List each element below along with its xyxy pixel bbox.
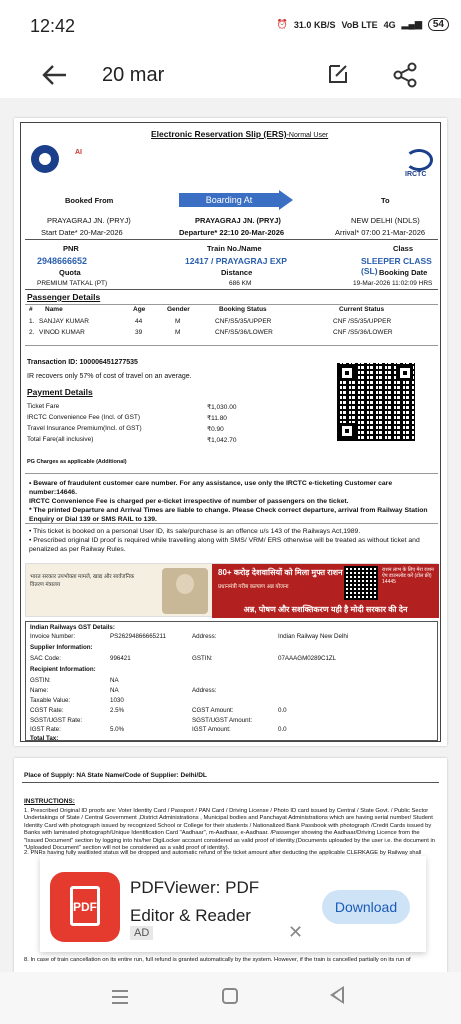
payment-label: Total Fare(all inclusive) [27, 436, 94, 443]
arrival: Arrival* 07:00 21-Mar-2026 [335, 228, 426, 237]
passenger-current-status: CNF /S5/35/UPPER [333, 318, 392, 325]
ticket-title-text: Electronic Reservation Slip (ERS) [151, 129, 287, 139]
to-label: To [381, 196, 390, 205]
edit-icon[interactable] [326, 62, 350, 91]
ad-tag: AD [130, 926, 153, 940]
pnr-label: PNR [63, 244, 79, 253]
gst-label: Invoice Number: [30, 633, 76, 640]
pnr-value: 2948666652 [37, 256, 88, 266]
col-current-status: Current Status [339, 306, 385, 313]
divider [25, 304, 438, 305]
banner-qr-code [344, 566, 378, 600]
col-no: # [29, 306, 33, 313]
legal-notes [29, 527, 433, 554]
close-icon[interactable]: ✕ [288, 922, 304, 942]
col-name: Name [45, 306, 63, 313]
col-booking-status: Booking Status [219, 306, 267, 313]
passenger-details-title: Passenger Details [27, 292, 101, 302]
ad-app-name-line1: PDFViewer: PDF [130, 878, 260, 897]
instruction-item: 1. Prescribed Original ID proofs are: Voter Identity Card / Passport / PAN Card / Driving License / Photo ID card issued by Central / State Govt. / Public Sector Undertakings of State / Central Government ,District Administrations , Municipal bodies and Panchayat Administrations which are having serial number/ Student Identity Card with photograph issued by recognized School or College for their students / Nationalized Bank Passbook with photograph /Credit Cards issued by Banks with laminated photograph/Unique Identification Card "Aadhaar", m-Aadhaar, e-Aadhaar. /Passenger showing the Aadhaar/Driving Licence from the "Issued Document" section by logging into his/her DigiLocker account considered as valid proof of identity.(Documents uploaded by the user i.e. the document in "Uploaded Document" section will not be considered as a valid proof of identity). [24, 808, 435, 852]
back-arrow-icon[interactable] [40, 60, 70, 98]
battery-icon: 54 [428, 18, 449, 31]
note-text: IRCTC Convenience Fee is charged per e-ticket irrespective of number of passengers on the ticket. [29, 498, 349, 505]
volte-icon: VoB LTE [341, 19, 378, 30]
net-speed: 31.0 KB/S [293, 19, 336, 30]
download-button[interactable]: Download [322, 890, 410, 924]
ad-app-name[interactable] [130, 874, 259, 930]
passenger-age: 39 [135, 329, 143, 336]
app-bar [0, 52, 461, 98]
divider [25, 239, 438, 240]
distance-value: 686 KM [229, 280, 252, 287]
payment-value: ₹0.90 [207, 426, 224, 433]
important-notes [29, 479, 433, 524]
transaction-id: Transaction ID: 100006451277535 [27, 359, 138, 366]
gst-label: Taxable Value: [30, 697, 71, 704]
passenger-no: 1. [29, 318, 35, 325]
irctc-logo-text: IRCTC [405, 171, 427, 178]
pg-charges-note: PG Charges as applicable (Additional) [27, 459, 127, 465]
payment-value: ₹11.80 [207, 415, 227, 422]
pdf-app-logo-icon[interactable] [50, 872, 120, 942]
gst-title: Indian Railways GST Details: [30, 624, 115, 631]
gst-value: 0.0 [278, 707, 287, 714]
gst-label: SGST/UGST Amount: [192, 717, 253, 724]
gst-value: 5.0% [110, 726, 125, 733]
banner-bottom-bar: अन्न, पोषण और सशक्तिकरण यही है मोदी सरकार की देन [212, 602, 439, 618]
gst-value: 996421 [110, 655, 131, 662]
gst-label: CGST Amount: [192, 707, 234, 714]
govt-ration-banner [25, 563, 438, 617]
irctc-logo-icon [405, 149, 435, 185]
payment-label: Travel Insurance Premium(Incl. of GST) [27, 425, 142, 432]
banner-red-panel [212, 564, 439, 602]
passenger-current-status: CNF /S5/36/LOWER [333, 329, 393, 336]
gst-value: Indian Railway New Delhi [278, 633, 349, 640]
passenger-name: VINOD KUMAR [39, 329, 85, 336]
pdf-logo-text: PDF [73, 900, 97, 914]
ticket-title [151, 129, 328, 139]
instruction-item: 2. PNRs having fully waitlisted status will be dropped and automatic refund of the ticket amount after deducting the applicable CLERKAGE by Railway shall [24, 850, 422, 856]
gst-label: Name: [30, 687, 49, 694]
note-text: This ticket is booked on a personal User ID, its sale/purchase is an offence u/s 143 of the Railways Act,1989. [33, 528, 361, 535]
note-item: • This ticket is booked on a personal User ID, its sale/purchase is an offence u/s 143 of the Railways Act,1989. [29, 528, 361, 535]
ticket-title-suffix: -Normal User [286, 132, 329, 139]
back-icon[interactable] [330, 986, 344, 1004]
note-item [29, 506, 433, 524]
banner-red-title: 80+ करोड़ देशवासियों को मिला मुफ्त राशन [218, 568, 343, 577]
gst-label: SAC Code: [30, 655, 61, 662]
quota-value: PREMIUM TATKAL (PT) [37, 280, 108, 287]
gst-label: Address: [192, 687, 217, 694]
ai-logo-icon [75, 149, 101, 171]
alarm-icon: ⏰ [276, 19, 288, 29]
class-value: SLEEPER CLASS (SL) [361, 256, 432, 276]
banner-photo [162, 568, 208, 614]
train-label: Train No./Name [207, 244, 262, 253]
gst-label: Address: [192, 633, 217, 640]
note-text: Prescribed original ID proof is required while travelling along with SMS/ VRM/ ERS otherwise will be treated as without ticket and penalized as per Railway Rules. [29, 537, 420, 553]
banner-left-text: भारत सरकार उपभोक्ता मामले, खाद्य और सार्वजनिक वितरण मंत्रालय [30, 574, 135, 588]
place-of-supply: Place of Supply: NA State Name/Code of Supplier: Delhi/DL [24, 772, 207, 779]
payment-details-title: Payment Details [27, 387, 93, 397]
gst-label: IGST Rate: [30, 726, 61, 733]
boarding-station: PRAYAGRAJ JN. (PRYJ) [195, 216, 281, 225]
gst-label: Supplier Information: [30, 644, 93, 651]
indian-railways-logo-icon [31, 145, 59, 173]
gst-value: 1030 [110, 697, 124, 704]
gst-label: Recipient Information: [30, 666, 96, 673]
gst-label: GSTIN: [30, 677, 51, 684]
col-age: Age [133, 306, 146, 313]
ers-ticket [20, 122, 441, 742]
recents-icon[interactable] [112, 990, 128, 1004]
boarding-at-arrow [179, 191, 293, 209]
share-icon[interactable] [392, 62, 418, 93]
booking-date-label: Booking Date [379, 268, 428, 277]
payment-label: IRCTC Convenience Fee (Incl. of GST) [27, 414, 141, 421]
status-icons [277, 18, 449, 31]
banner-red-sub: प्रधानमंत्री गरीब कल्याण अन्न योजना [218, 584, 289, 590]
booked-from-label: Booked From [65, 196, 114, 205]
clock: 12:42 [30, 16, 76, 36]
passenger-gender: M [175, 318, 181, 325]
divider [25, 289, 438, 290]
gst-label: GSTIN: [192, 655, 213, 662]
ad-app-name-line2: Editor & Reader [130, 906, 251, 925]
gst-value: 2.5% [110, 707, 125, 714]
class-label: Class [393, 244, 414, 253]
ir-recovers-note: IR recovers only 57% of cost of travel on an average. [27, 373, 192, 380]
boarding-at-label: Boarding At [179, 193, 279, 207]
pdf-page-1[interactable] [14, 118, 447, 746]
status-bar [0, 0, 461, 52]
banner-right-text: राशन लाभ के लिए मेरा राशन ऐप डाउनलोड करें (टोल फ्री) 14445 [382, 567, 434, 585]
from-station: PRAYAGRAJ JN. (PRYJ) [47, 216, 131, 225]
passenger-booking-status: CNF/S5/36/LOWER [215, 329, 273, 336]
start-date: Start Date* 20-Mar-2026 [41, 228, 123, 237]
gst-label: SGST/UGST Rate: [30, 717, 83, 724]
note-item [29, 497, 433, 506]
train-value: 12417 / PRAYAGRAJ EXP [185, 256, 287, 266]
home-icon[interactable] [222, 988, 238, 1004]
note-item: • Beware of fraudulent customer care number. For any assistance, use only the IRCTC e-ticketing Customer care number:14646. [29, 480, 393, 496]
note-text: * The printed Departure and Arrival Times are liable to change. Please Check correct departure, arrival from Railway Station Enquiry or Dial 139 or SMS RAIL to 139. [29, 507, 428, 523]
passenger-name: SANJAY KUMAR [39, 318, 89, 325]
note-text: Beware of fraudulent customer care number. For any assistance, use only the IRCTC e-ticketing Customer care number:14646. [29, 480, 393, 496]
gst-value: PS26294866665211 [110, 633, 166, 640]
passenger-gender: M [175, 329, 181, 336]
gst-label: Total Tax: [30, 735, 59, 742]
payment-value: ₹1,042.70 [207, 437, 237, 444]
payment-value: ₹1,030.00 [207, 404, 237, 411]
distance-label: Distance [221, 268, 253, 277]
quota-label: Quota [59, 268, 81, 277]
departure: Departure* 22:10 20-Mar-2026 [179, 228, 285, 237]
system-nav-bar [0, 972, 461, 1024]
divider [25, 473, 438, 474]
gst-value: 07AAAGM0289C1ZL [278, 655, 337, 662]
col-gender: Gender [167, 306, 190, 313]
divider [25, 523, 438, 524]
gst-value: 0.0 [278, 726, 287, 733]
gst-value: NA [110, 677, 119, 684]
gst-details [25, 621, 438, 741]
instruction-item: 8. In case of train cancellation on its entire run, full refund is granted automatically by the system. However, if the train is cancelled partially on its run of [24, 957, 411, 963]
passenger-age: 44 [135, 318, 143, 325]
signal-icon: 4G [383, 19, 396, 30]
signal-bars-icon: ▂▄▆ [401, 19, 422, 29]
to-station: NEW DELHI (NDLS) [351, 216, 420, 225]
ai-logo-text: AI [75, 149, 82, 156]
passenger-booking-status: CNF/S5/35/UPPER [215, 318, 272, 325]
divider [25, 345, 438, 346]
ticket-qr-code [337, 363, 415, 441]
payment-label: Ticket Fare [27, 403, 60, 410]
booking-date-value: 19-Mar-2026 11:02:09 HRS [353, 280, 433, 287]
passenger-no: 2. [29, 329, 35, 336]
document-title: 20 mar [102, 64, 165, 86]
note-item: • Prescribed original ID proof is required while travelling along with SMS/ VRM/ ERS otherwise will be treated as without ticket and penalized as per Railway Rules. [29, 537, 420, 553]
gst-label: IGST Amount: [192, 726, 231, 733]
pdfviewer-ad[interactable] [40, 856, 426, 952]
gst-value: NA [110, 687, 119, 694]
gst-label: CGST Rate: [30, 707, 64, 714]
instructions-title: INSTRUCTIONS: [24, 798, 75, 805]
